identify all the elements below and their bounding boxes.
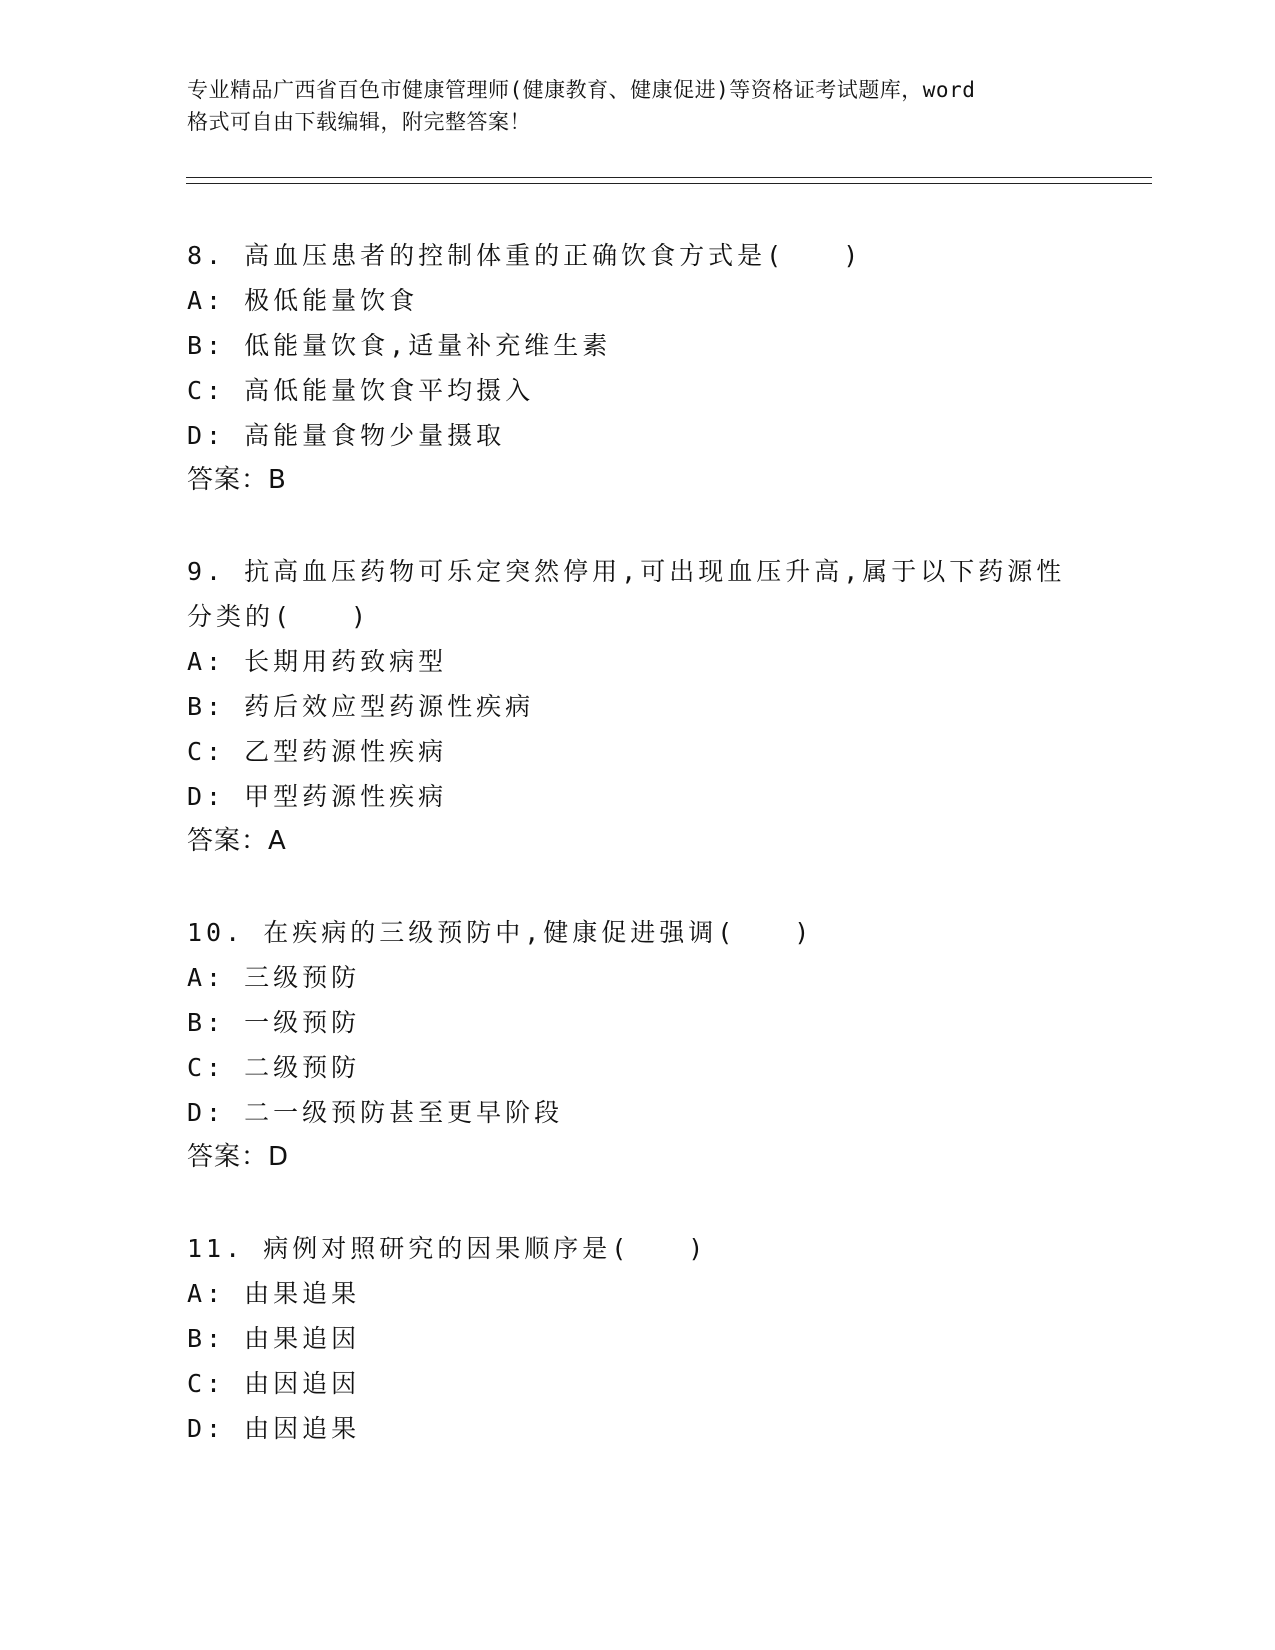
answer-label: 答案：B — [187, 465, 287, 495]
answer-label: 答案：D — [187, 1142, 290, 1172]
option-b: B: 药后效应型药源性疾病 — [187, 692, 535, 721]
option-c: C: 高低能量饮食平均摄入 — [187, 376, 535, 405]
answer-label: 答案：A — [187, 826, 287, 856]
option-c: C: 二级预防 — [187, 1053, 361, 1082]
option-d: D: 高能量食物少量摄取 — [187, 421, 506, 450]
option-a: A: 三级预防 — [187, 963, 361, 992]
option-a: A: 长期用药致病型 — [187, 647, 448, 676]
option-c: C: 由因追因 — [187, 1369, 361, 1398]
document-header — [187, 74, 1087, 138]
question-10 — [187, 910, 1087, 1180]
question-stem: 10. 在疾病的三级预防中,健康促进强调( ) — [187, 918, 814, 947]
option-d: D: 甲型药源性疾病 — [187, 782, 448, 811]
question-8 — [187, 233, 1087, 503]
question-11 — [187, 1226, 1087, 1451]
question-stem: 11. 病例对照研究的因果顺序是( ) — [187, 1234, 708, 1263]
header-line-1: 专业精品广西省百色市健康管理师(健康教育、健康促进)等资格证考试题库，word — [187, 78, 976, 102]
question-list — [187, 233, 1087, 1497]
option-a: A: 由果追果 — [187, 1279, 361, 1308]
option-b: B: 一级预防 — [187, 1008, 361, 1037]
header-divider-top — [186, 177, 1152, 178]
option-b: B: 低能量饮食,适量补充维生素 — [187, 331, 612, 360]
option-b: B: 由果追因 — [187, 1324, 361, 1353]
header-line-2: 格式可自由下载编辑，附完整答案！ — [187, 110, 531, 134]
question-9 — [187, 549, 1087, 864]
option-a: A: 极低能量饮食 — [187, 286, 419, 315]
header-divider-bottom — [186, 183, 1152, 184]
option-d: D: 二一级预防甚至更早阶段 — [187, 1098, 564, 1127]
question-stem: 9. 抗高血压药物可乐定突然停用,可出现血压升高,属于以下药源性分类的( ) — [187, 557, 1066, 631]
question-stem: 8. 高血压患者的控制体重的正确饮食方式是( ) — [187, 241, 863, 270]
option-c: C: 乙型药源性疾病 — [187, 737, 448, 766]
option-d: D: 由因追果 — [187, 1414, 361, 1443]
